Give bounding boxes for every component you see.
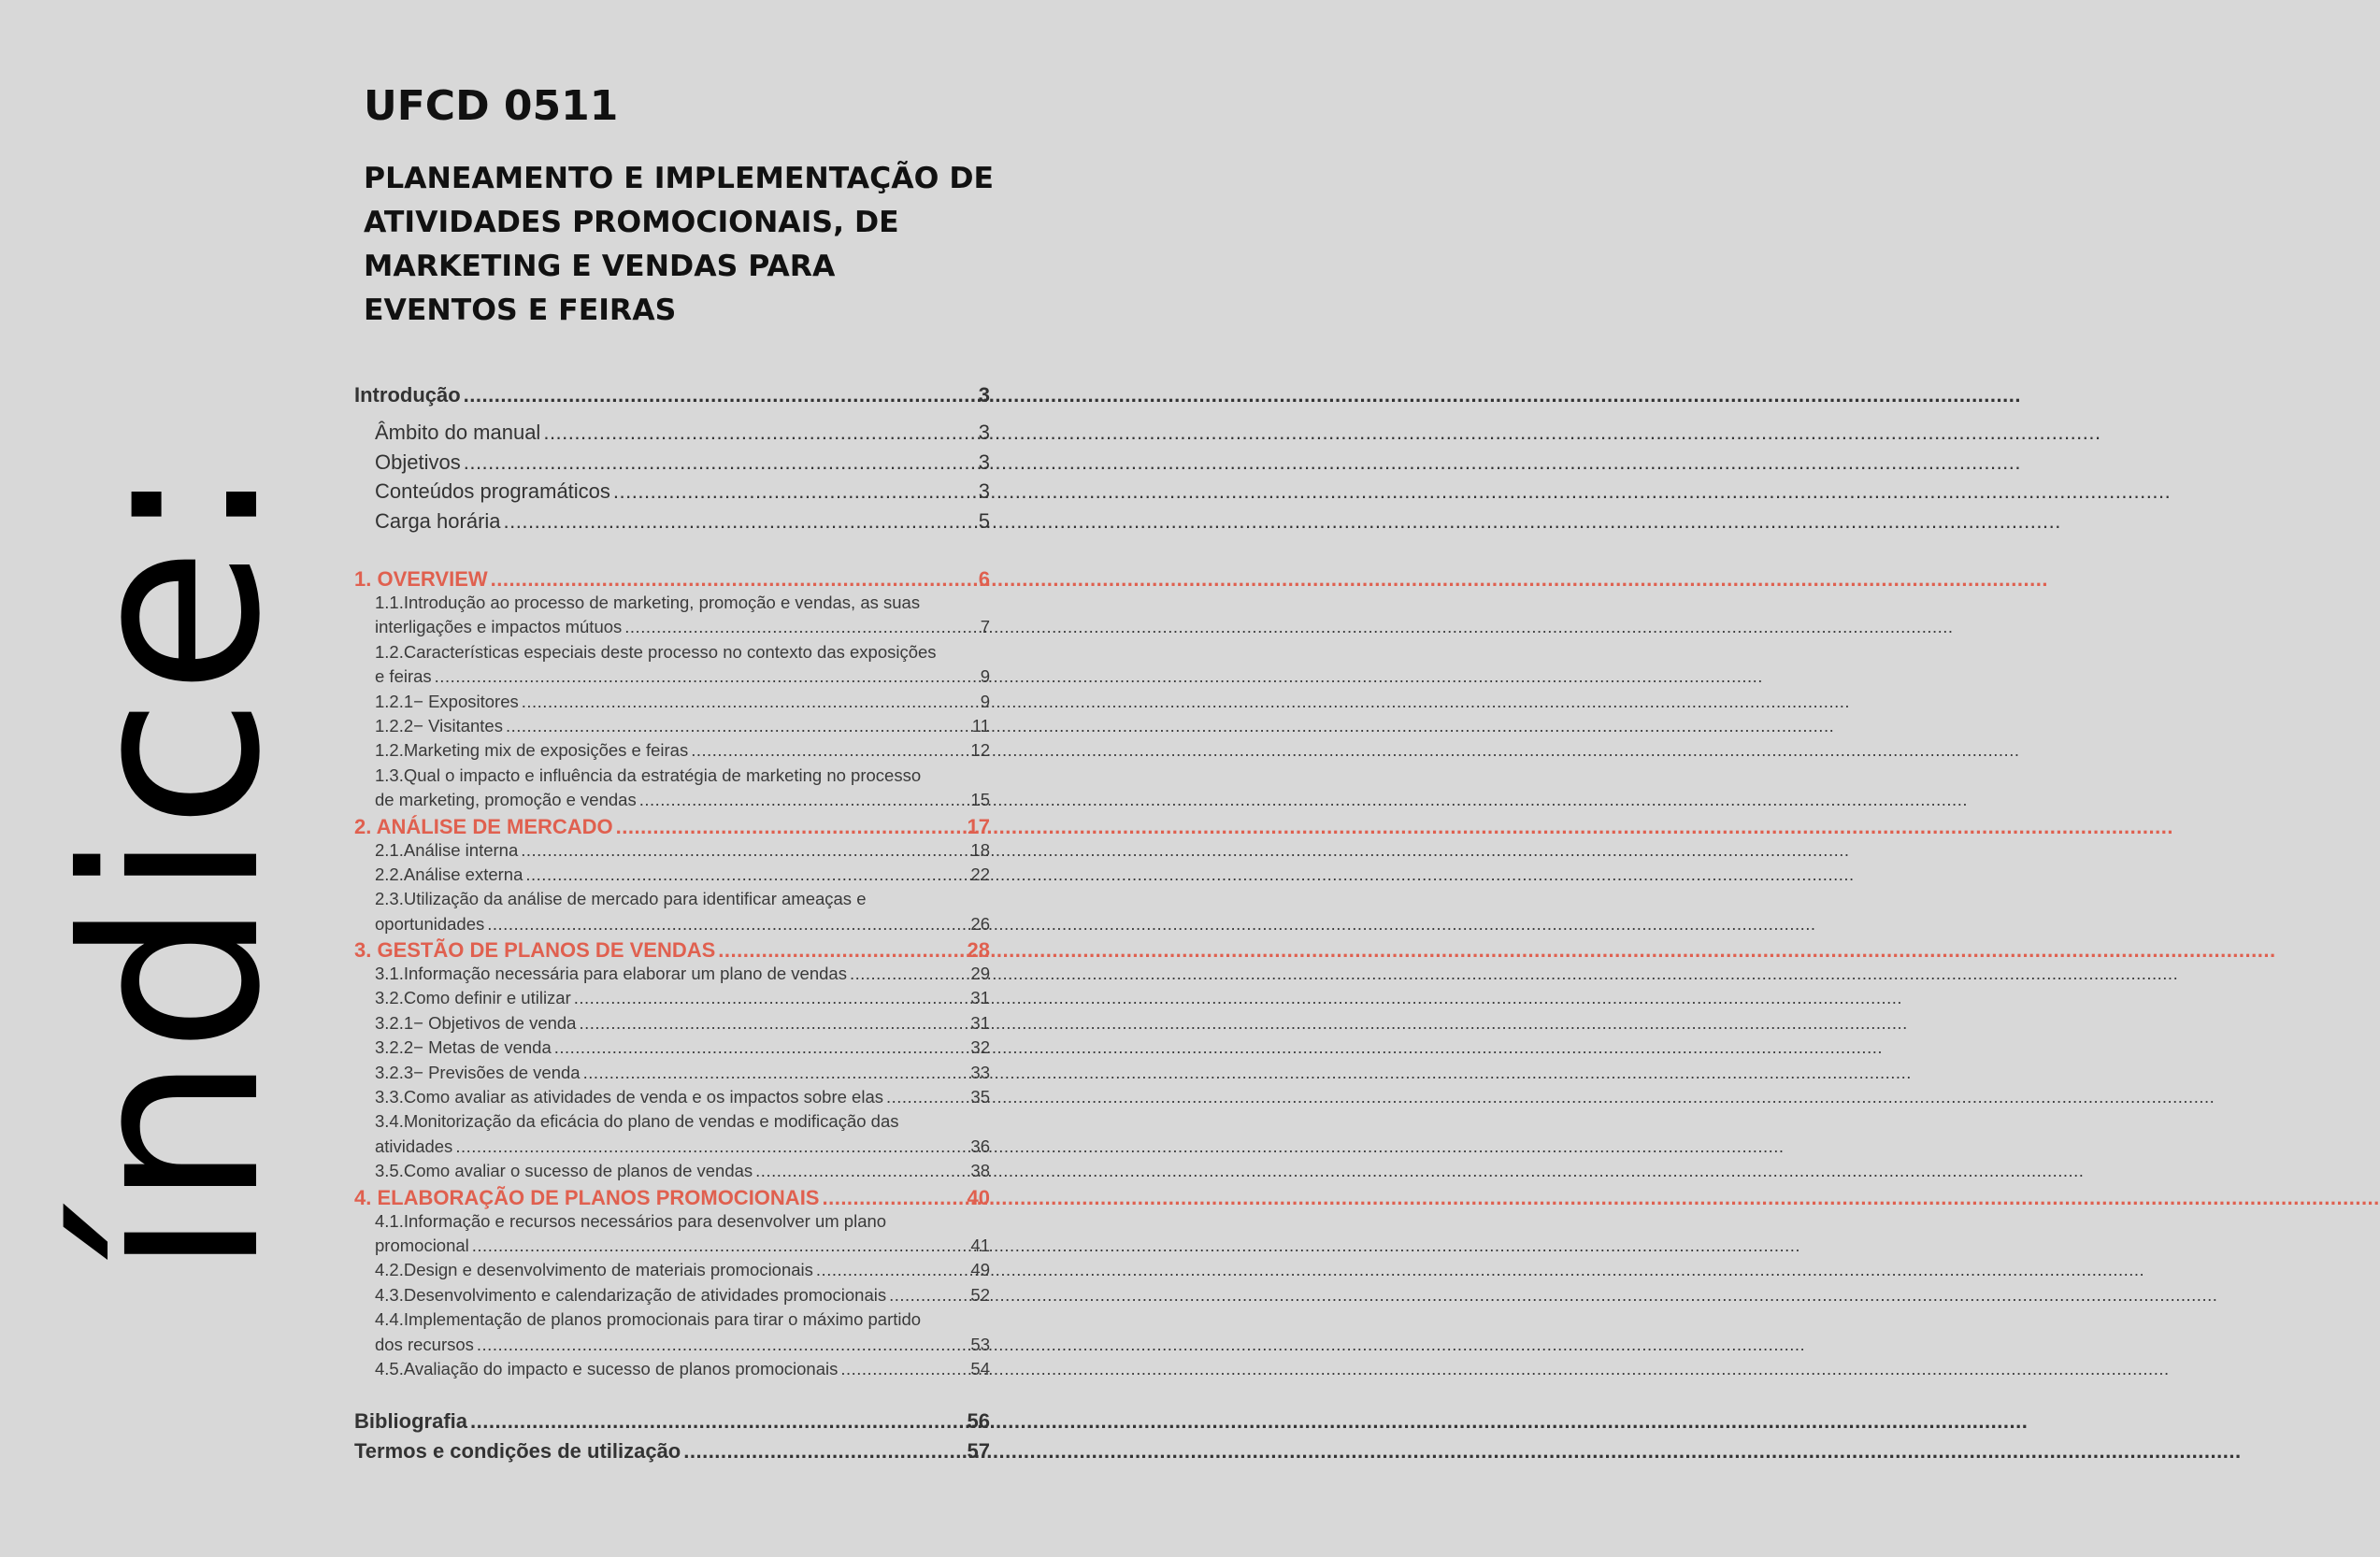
leader-dots	[487, 914, 968, 935]
leader-dots	[472, 1236, 968, 1256]
toc-chapter-2[interactable]	[354, 815, 990, 840]
toc-page: 18	[970, 839, 990, 860]
toc-label: 4. ELABORAÇÃO DE PLANOS PROMOCIONAIS	[354, 1185, 820, 1209]
toc-label[interactable]: 1.3.Qual o impacto e influência da estratégia de marketing no processo	[375, 764, 922, 785]
toc-label: 3.2.3− Previsões de venda	[375, 1062, 581, 1082]
toc-label: e feiras	[375, 666, 432, 687]
leader-dots	[504, 509, 976, 534]
toc-label[interactable]: 4.4.Implementação de planos promocionais para tirar o máximo partido	[375, 1309, 922, 1330]
toc-page: 26	[970, 913, 990, 934]
toc-page: 36	[970, 1136, 990, 1156]
toc-entry[interactable]	[354, 1161, 990, 1185]
toc-entry-bibliografia[interactable]	[354, 1409, 990, 1439]
toc-page: 22	[970, 864, 990, 884]
leader-dots	[491, 567, 976, 592]
toc-entry[interactable]	[354, 1285, 990, 1309]
toc-page: 31	[970, 1012, 990, 1033]
toc-label: 4.5.Avaliação do impacto e sucesso de planos promocionais	[375, 1358, 839, 1378]
toc-page: 29	[970, 964, 990, 984]
toc-entry[interactable]	[354, 1087, 990, 1111]
leader-dots	[889, 1285, 968, 1306]
toc-label: 3.2.1− Objetivos de venda	[375, 1012, 577, 1033]
table-of-contents	[354, 383, 990, 1469]
toc-page: 12	[970, 740, 990, 761]
toc-chapter-3[interactable]	[354, 938, 990, 964]
toc-label: Âmbito do manual	[375, 421, 541, 444]
toc-label: 3.3.Como avaliar as atividades de venda e os impactos sobre elas	[375, 1087, 883, 1107]
leader-dots	[613, 479, 976, 504]
toc-page: 52	[970, 1284, 990, 1305]
leader-dots	[718, 938, 964, 963]
course-code: UFCD 0511	[364, 82, 619, 130]
leader-dots	[691, 740, 968, 761]
toc-entry[interactable]	[354, 840, 990, 864]
leader-dots	[464, 383, 976, 407]
leader-dots	[435, 666, 978, 687]
toc-entry[interactable]	[354, 479, 990, 509]
toc-label: Termos e condições de utilização	[354, 1439, 681, 1464]
toc-label[interactable]: 1.1.Introdução ao processo de marketing, promoção e vendas, as suas	[375, 593, 921, 612]
toc-label: 1.2.1− Expositores	[375, 691, 519, 711]
course-title: PLANEAMENTO E IMPLEMENTAÇÃO DE ATIVIDADES PROMOCIONAIS, DE MARKETING E VENDAS PARA EVENTOS E FEIRAS	[364, 162, 995, 327]
toc-entry[interactable]	[354, 988, 990, 1012]
leader-dots	[477, 1335, 968, 1355]
toc-entry[interactable]	[354, 617, 990, 641]
leader-dots	[455, 1136, 968, 1157]
toc-page: 7	[980, 617, 990, 637]
toc-page: 54	[970, 1358, 990, 1378]
toc-label: promocional	[375, 1235, 469, 1255]
toc-entry[interactable]	[354, 1136, 990, 1161]
toc-label: Conteúdos programáticos	[375, 479, 610, 503]
toc-page: 56	[967, 1409, 990, 1434]
toc-label: atividades	[375, 1136, 453, 1156]
toc-entry[interactable]	[354, 1037, 990, 1062]
leader-dots	[624, 617, 977, 637]
toc-page: 38	[970, 1161, 990, 1181]
toc-chapter-1[interactable]	[354, 567, 990, 593]
leader-dots	[554, 1037, 968, 1058]
leader-dots	[525, 864, 968, 885]
toc-page: 6	[978, 567, 990, 591]
toc-page: 3	[978, 421, 990, 444]
toc-page: 3	[978, 383, 990, 407]
toc-page: 40	[967, 1185, 990, 1209]
toc-page: 32	[970, 1037, 990, 1058]
toc-entry[interactable]	[354, 1359, 990, 1383]
toc-label: 3. GESTÃO DE PLANOS DE VENDAS	[354, 938, 716, 963]
toc-label: de marketing, promoção e vendas	[375, 790, 637, 810]
toc-label: 3.5.Como avaliar o sucesso de planos de vendas	[375, 1161, 753, 1181]
leader-dots	[616, 815, 965, 839]
leader-dots	[583, 1063, 968, 1083]
toc-entry[interactable]	[354, 864, 990, 889]
toc-page: 53	[970, 1334, 990, 1354]
toc-label: 1.2.Marketing mix de exposições e feiras	[375, 740, 689, 761]
toc-entry[interactable]	[354, 666, 990, 691]
toc-label: 2.1.Análise interna	[375, 839, 519, 860]
toc-page: 9	[980, 666, 990, 687]
leader-dots	[639, 790, 968, 810]
toc-label[interactable]: 1.2.Características especiais deste processo no contexto das exposições	[375, 641, 937, 662]
toc-label: 3.2.2− Metas de venda	[375, 1037, 552, 1058]
toc-entry[interactable]	[354, 964, 990, 988]
toc-page: 3	[978, 450, 990, 474]
toc-page: 35	[970, 1087, 990, 1107]
toc-entry[interactable]	[354, 1013, 990, 1037]
leader-dots	[816, 1260, 968, 1280]
toc-page: 57	[967, 1439, 990, 1464]
toc-label: Objetivos	[375, 450, 461, 474]
toc-entry[interactable]	[354, 790, 990, 814]
leader-dots	[521, 840, 968, 861]
leader-dots	[850, 964, 968, 984]
toc-entry[interactable]	[354, 450, 990, 480]
toc-page: 41	[970, 1235, 990, 1255]
leader-dots	[522, 692, 978, 712]
leader-dots	[470, 1409, 965, 1434]
toc-chapter-4[interactable]	[354, 1186, 990, 1211]
toc-entry[interactable]	[354, 1260, 990, 1284]
toc-entry[interactable]	[354, 692, 990, 716]
toc-label: 1. OVERVIEW	[354, 567, 488, 591]
toc-page: 49	[970, 1260, 990, 1280]
toc-label: 4.2.Design e desenvolvimento de materiais promocionais	[375, 1260, 813, 1280]
toc-entry[interactable]	[354, 509, 990, 539]
toc-entry[interactable]	[354, 1236, 990, 1260]
toc-entry-termos[interactable]	[354, 1439, 990, 1469]
leader-dots	[683, 1439, 964, 1464]
toc-label: interligações e impactos mútuos	[375, 617, 623, 637]
toc-label: 1.2.2− Visitantes	[375, 715, 503, 736]
toc-page: 33	[970, 1062, 990, 1082]
toc-label: 4.3.Desenvolvimento e calendarização de atividades promocionais	[375, 1284, 887, 1305]
index-heading: índice:	[33, 461, 313, 1278]
toc-label: dos recursos	[375, 1334, 474, 1354]
leader-dots	[464, 450, 976, 475]
toc-page: 11	[971, 715, 990, 736]
toc-label: 2.2.Análise externa	[375, 864, 523, 884]
toc-page: 31	[970, 988, 990, 1008]
toc-label: Carga horária	[375, 508, 501, 533]
toc-page: 3	[978, 479, 990, 503]
toc-page: 28	[967, 938, 990, 963]
toc-entry[interactable]	[354, 914, 990, 938]
leader-dots	[840, 1359, 968, 1379]
toc-label[interactable]: 3.4.Monitorização da eficácia do plano de vendas e modificação das	[375, 1111, 899, 1132]
toc-label: oportunidades	[375, 913, 485, 934]
toc-label[interactable]: 2.3.Utilização da análise de mercado para identificar ameaças e	[375, 889, 867, 909]
toc-entry[interactable]	[354, 421, 990, 450]
leader-dots	[886, 1087, 968, 1107]
toc-page: 5	[978, 508, 990, 533]
toc-entry-introducao[interactable]	[354, 383, 990, 421]
toc-entry[interactable]	[354, 716, 990, 740]
toc-page: 17	[967, 814, 990, 838]
toc-label: 3.2.Como definir e utilizar	[375, 988, 571, 1008]
toc-label[interactable]: 4.1.Informação e recursos necessários para desenvolver um plano	[375, 1210, 887, 1231]
toc-label: Introdução	[354, 383, 461, 407]
toc-label: 2. ANÁLISE DE MERCADO	[354, 814, 613, 838]
toc-page: 9	[980, 691, 990, 711]
leader-dots	[574, 988, 968, 1008]
toc-entry[interactable]	[354, 740, 990, 764]
toc-label: 3.1.Informação necessária para elaborar um plano de vendas	[375, 964, 847, 984]
toc-label: Bibliografia	[354, 1409, 468, 1434]
leader-dots	[822, 1186, 964, 1210]
toc-page: 15	[970, 790, 990, 810]
leader-dots	[755, 1161, 968, 1181]
toc-entry[interactable]	[354, 1335, 990, 1359]
leader-dots	[506, 716, 969, 736]
side-label	[33, 461, 313, 1278]
toc-entry[interactable]	[354, 1063, 990, 1087]
leader-dots	[579, 1013, 968, 1034]
leader-dots	[543, 421, 975, 445]
